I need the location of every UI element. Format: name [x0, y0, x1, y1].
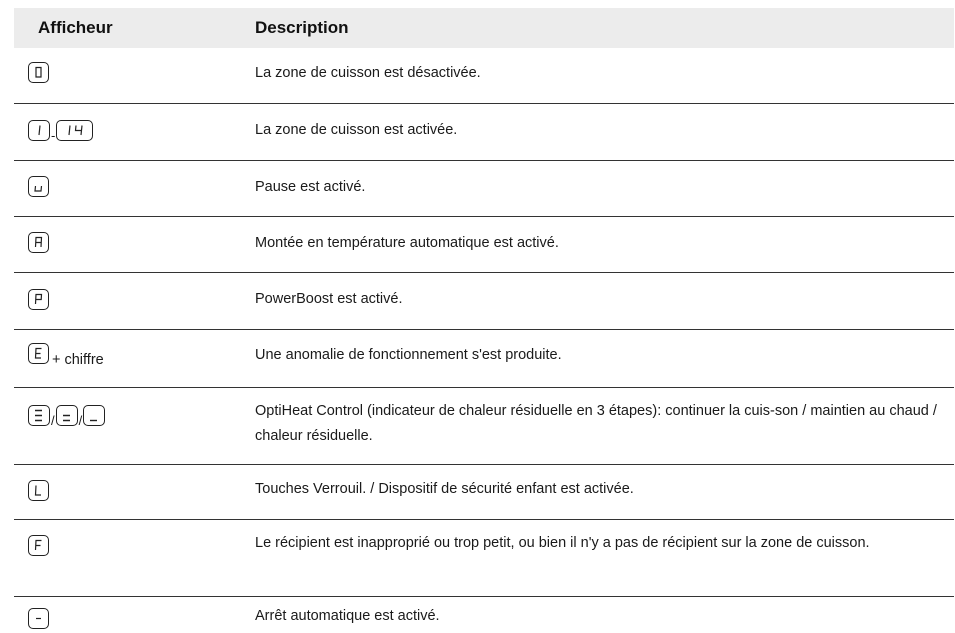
header-afficheur: Afficheur: [38, 18, 113, 37]
display-dash-icon: [28, 608, 49, 629]
header-description: Description: [255, 18, 349, 37]
row-description: La zone de cuisson est désactivée.: [255, 65, 481, 81]
range-separator: -: [51, 128, 56, 143]
display-cell: [28, 176, 49, 197]
table-row: [14, 272, 954, 330]
display-P-icon: [28, 289, 49, 310]
display-14-icon: [56, 120, 93, 141]
row-description: La zone de cuisson est activée.: [255, 122, 458, 138]
display-symbols-table: [14, 8, 954, 624]
table-row: [14, 48, 954, 103]
row-description: Touches Verrouil. / Dispositif de sécurité enfant est activée.: [255, 481, 634, 497]
table-row: [14, 160, 954, 217]
table-row: [14, 329, 954, 388]
heat-2-bars-icon: [56, 405, 78, 426]
table-row: [14, 596, 954, 633]
display-1-icon: [28, 120, 50, 141]
table-row: [14, 103, 954, 161]
row-description: OptiHeat Control (indicateur de chaleur résiduelle en 3 étapes): continuer la cuis-son / maintien au chaud / chaleur résiduelle.: [255, 403, 937, 444]
display-0-icon: [28, 62, 49, 83]
display-cell: [28, 120, 93, 141]
display-cell: [28, 62, 49, 83]
row-description: Pause est activé.: [255, 179, 366, 195]
display-L-icon: [28, 480, 49, 501]
display-E-icon: [28, 343, 49, 364]
heat-3-bars-icon: [28, 405, 50, 426]
heat-1-bar-icon: [83, 405, 105, 426]
display-u-icon: [28, 176, 49, 197]
display-F-icon: [28, 535, 49, 556]
display-cell: [28, 480, 49, 501]
table-row: [14, 519, 954, 597]
option-separator: /: [78, 413, 83, 428]
table-row: [14, 387, 954, 465]
display-A-icon: [28, 232, 49, 253]
option-separator: /: [51, 413, 55, 428]
table-row: [14, 464, 954, 520]
digit-suffix: + chiffre: [52, 351, 104, 368]
row-description: PowerBoost est activé.: [255, 291, 403, 307]
row-description: Montée en température automatique est activé.: [255, 235, 559, 251]
display-cell: [28, 232, 49, 253]
display-cell: [28, 343, 104, 368]
row-description: Une anomalie de fonctionnement s'est produite.: [255, 347, 562, 363]
row-description: Le récipient est inapproprié ou trop petit, ou bien il n'y a pas de récipient sur la zone de cuisson.: [255, 535, 870, 551]
row-description: Arrêt automatique est activé.: [255, 608, 440, 624]
display-cell: [28, 289, 49, 310]
table-row: [14, 216, 954, 273]
display-cell: [28, 405, 105, 426]
display-cell: [28, 535, 49, 556]
display-cell: [28, 608, 49, 629]
table-header: [14, 8, 954, 48]
